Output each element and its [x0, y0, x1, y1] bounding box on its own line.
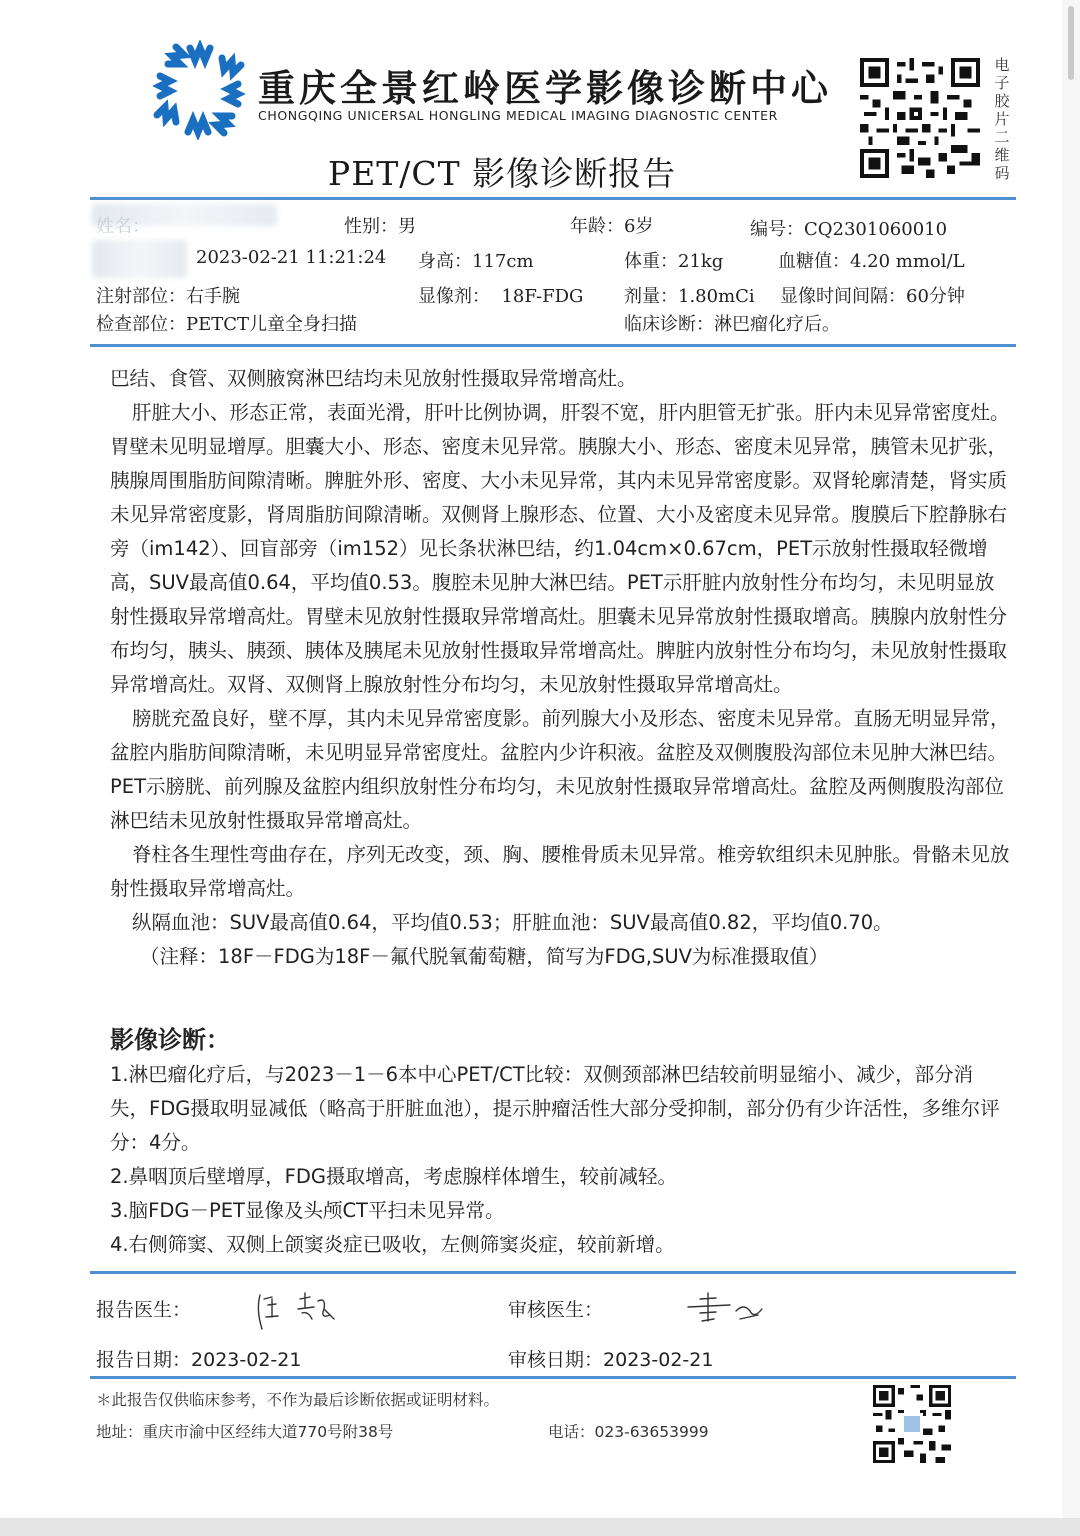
info-divider	[90, 344, 1016, 347]
diagnosis-heading: 影像诊断：	[110, 1026, 230, 1054]
findings-section	[110, 362, 1010, 974]
findings-paragraph: 肝脏大小、形态正常，表面光滑，肝叶比例协调，肝裂不宽，肝内胆管无扩张。肝内未见异常密度灶。胃壁未见明显增厚。胆囊大小、形态、密度未见异常。胰腺大小、形态、密度未见异常，胰管未见扩张，胰腺周围脂肪间隙清晰。脾脏外形、密度、大小未见异常，其内未见异常密度影。双肾轮廓清楚，肾实质未见异常密度影，肾周脂肪间隙清晰。双侧肾上腺形态、位置、大小及密度未见异常。腹膜后下腔静脉右旁（im142）、回盲部旁（im152）见长条状淋巴结，约1.04cm×0.67cm，PET示放射性摄取轻微增高，SUV最高值0.64，平均值0.53。腹腔未见肿大淋巴结。PET示肝脏内放射性分布均匀，未见明显放射性摄取异常增高灶。胃壁未见放射性摄取异常增高灶。胆囊未见异常放射性摄取增高。胰腺内放射性分布均匀，胰头、胰颈、胰体及胰尾未见放射性摄取异常增高灶。脾脏内放射性分布均匀，未见放射性摄取异常增高灶。双肾、双侧肾上腺放射性分布均匀，未见放射性摄取异常增高灶。	[110, 401, 1010, 696]
age-field: 年龄：6岁	[570, 216, 654, 237]
injection-site-field: 注射部位：右手腕	[96, 286, 240, 307]
findings-paragraph: 脊柱各生理性弯曲存在，序列无改变，颈、胸、腰椎骨质未见异常。椎旁软组织未见肿胀。骨骼未见放射性摄取异常增高灶。	[110, 843, 1010, 900]
bottom-qr-code-icon[interactable]	[873, 1385, 951, 1463]
diagnosis-item: 1.淋巴瘤化疗后，与2023－1－6本中心PET/CT比较：双侧颈部淋巴结较前明显缩小、减少，部分消失，FDG摄取明显减低（略高于肝脏血池），提示肿瘤活性大部分受抑制，部分仍有少许活性，多维尔评分：4分。	[110, 1063, 1000, 1154]
address-field: 地址：重庆市渝中区经纬大道770号附38号	[96, 1423, 394, 1441]
report-id-field: 编号：CQ2301060010	[750, 219, 948, 240]
diagnosis-item: 2.鼻咽顶后壁增厚，FDG摄取增高，考虑腺样体增生，较前减轻。	[110, 1165, 677, 1188]
diagnosis-item: 3.脑FDG－PET显像及头颅CT平扫未见异常。	[110, 1199, 505, 1222]
dose-field: 剂量：1.80mCi	[624, 286, 755, 307]
bottom-bar	[0, 1518, 1080, 1536]
org-name-en: CHONGQING UNICERSAL HONGLING MEDICAL IMAGING DIAGNOSTIC CENTER	[258, 108, 778, 123]
findings-paragraph: 巴结、食管、双侧腋窝淋巴结均未见放射性摄取异常增高灶。	[110, 367, 637, 390]
report-title: PET/CT 影像诊断报告	[328, 154, 677, 193]
center-logo-icon	[150, 40, 250, 140]
diagnosis-list	[110, 1058, 1010, 1262]
scrollbar[interactable]	[1062, 0, 1080, 1536]
review-date-field: 审核日期：2023-02-21	[508, 1349, 714, 1371]
glucose-field: 血糖值：4.20 mmol/L	[778, 251, 965, 272]
diagnosis-item: 4.右侧筛窦、双侧上颌窦炎症已吸收，左侧筛窦炎症，较前新增。	[110, 1233, 675, 1256]
findings-paragraph: 膀胱充盈良好，壁不厚，其内未见异常密度影。前列腺大小及形态、密度未见异常。直肠无明显异常，盆腔内脂肪间隙清晰，未见明显异常密度灶。盆腔内少许积液。盆腔及双侧腹股沟部位未见肿大淋巴结。PET示膀胱、前列腺及盆腔内组织放射性分布均匀，未见放射性摄取异常增高灶。盆腔及两侧腹股沟部位淋巴结未见放射性摄取异常增高灶。	[110, 707, 1010, 832]
reviewer-label: 审核医生：	[508, 1299, 604, 1321]
report-doctor-label: 报告医生：	[96, 1299, 192, 1321]
tracer-field: 显像剂： 18F-FDG	[418, 286, 584, 307]
redacted-date-label	[92, 240, 187, 278]
findings-paragraph: 纵隔血池：SUV最高值0.64，平均值0.53；肝脏血池：SUV最高值0.82，平均值0.70。	[132, 911, 893, 934]
exam-datetime: 2023-02-21 11:21:24	[196, 247, 387, 268]
scrollbar-thumb[interactable]	[1068, 6, 1074, 80]
qr-caption: 电子胶片二维码	[994, 56, 1010, 182]
phone-field: 电话：023-63653999	[548, 1423, 709, 1441]
height-field: 身高：117cm	[418, 251, 534, 272]
footer-divider	[90, 1376, 1016, 1379]
weight-field: 体重：21kg	[624, 251, 724, 272]
sex-field: 性别：男	[344, 216, 416, 237]
doctor-signature	[250, 1285, 350, 1335]
reviewer-signature	[680, 1285, 780, 1335]
clinical-diagnosis-field: 临床诊断：淋巴瘤化疗后。	[624, 314, 840, 335]
org-name-cn: 重庆全景红岭医学影像诊断中心	[258, 67, 832, 110]
qr-code-icon[interactable]	[860, 58, 980, 178]
name-label: 姓名：	[96, 216, 150, 237]
disclaimer-text: ＊此报告仅供临床参考，不作为最后诊断依据或证明材料。	[96, 1391, 500, 1409]
header-divider	[90, 197, 1016, 200]
report-date-field: 报告日期：2023-02-21	[96, 1349, 302, 1371]
exam-region-field: 检查部位：PETCT儿童全身扫描	[96, 314, 358, 335]
diagnosis-divider	[90, 1271, 1016, 1274]
interval-field: 显像时间间隔：60分钟	[780, 286, 965, 307]
findings-note: （注释：18F－FDG为18F－氟代脱氧葡萄糖，简写为FDG,SUV为标准摄取值）	[140, 945, 829, 968]
